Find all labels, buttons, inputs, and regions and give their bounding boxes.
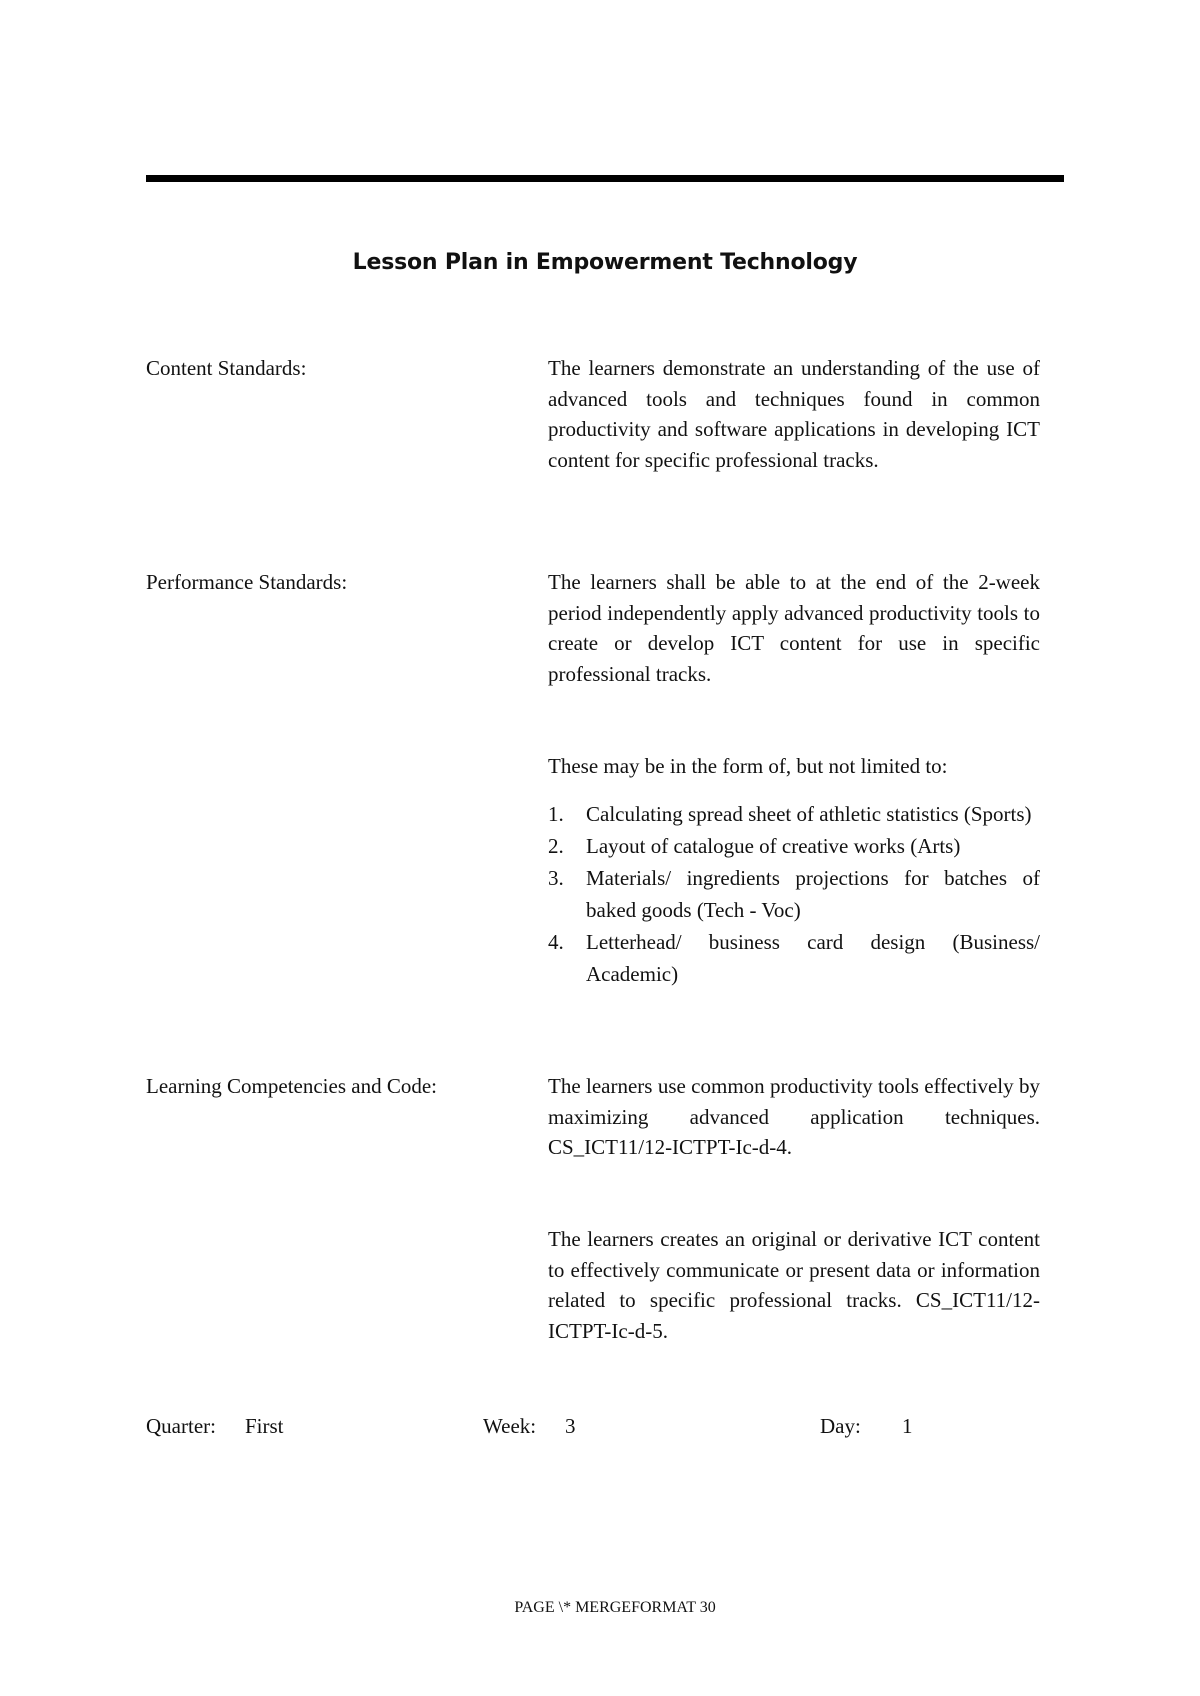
list-item-text: Letterhead/ business card design (Business/ Academic)	[586, 930, 1040, 986]
list-item	[548, 862, 1040, 926]
quarter-label: Quarter:	[146, 1414, 216, 1438]
day-value: 1	[902, 1414, 913, 1438]
list-item-number: 2.	[548, 834, 564, 858]
content-standards-label: Content Standards:	[146, 356, 307, 380]
forms-list	[548, 798, 1040, 990]
day-label: Day:	[820, 1414, 861, 1438]
learning-competencies-text-1: The learners use common productivity tools effectively by maximizing advanced application techniques. CS_ICT11/12-ICTPT-Ic-d-4.	[548, 1074, 1040, 1159]
performance-standards-label: Performance Standards:	[146, 570, 348, 594]
list-item-text: Calculating spread sheet of athletic statistics (Sports)	[586, 802, 1032, 826]
learning-competencies-text-2: The learners creates an original or derivative ICT content to effectively communicate or present data or information related to specific professional tracks. CS_ICT11/12-ICTPT-Ic-d-5.	[548, 1227, 1040, 1343]
page-title: Lesson Plan in Empowerment Technology	[352, 250, 858, 275]
list-item-number: 4.	[548, 930, 564, 954]
list-item	[548, 830, 1040, 862]
header-rule	[146, 175, 1064, 182]
list-item-number: 1.	[548, 802, 564, 826]
list-item-number: 3.	[548, 866, 564, 890]
list-item-text: Materials/ ingredients projections for batches of baked goods (Tech - Voc)	[586, 866, 1040, 922]
list-item	[548, 798, 1040, 830]
performance-standards-text: The learners shall be able to at the end of the 2-week period independently apply advanced productivity tools to create or develop ICT content for use in specific professional tracks.	[548, 570, 1040, 686]
quarter-value: First	[245, 1414, 284, 1438]
content-standards-text: The learners demonstrate an understanding of the use of advanced tools and techniques found in common productivity and software applications in developing ICT content for specific professional tracks.	[548, 356, 1040, 472]
week-value: 3	[565, 1414, 576, 1438]
list-item	[548, 926, 1040, 990]
list-item-text: Layout of catalogue of creative works (Arts)	[586, 834, 961, 858]
learning-competencies-label: Learning Competencies and Code:	[146, 1074, 437, 1098]
week-label: Week:	[483, 1414, 537, 1438]
forms-intro: These may be in the form of, but not limited to:	[548, 754, 948, 778]
page-footer: PAGE \* MERGEFORMAT 30	[514, 1599, 716, 1616]
